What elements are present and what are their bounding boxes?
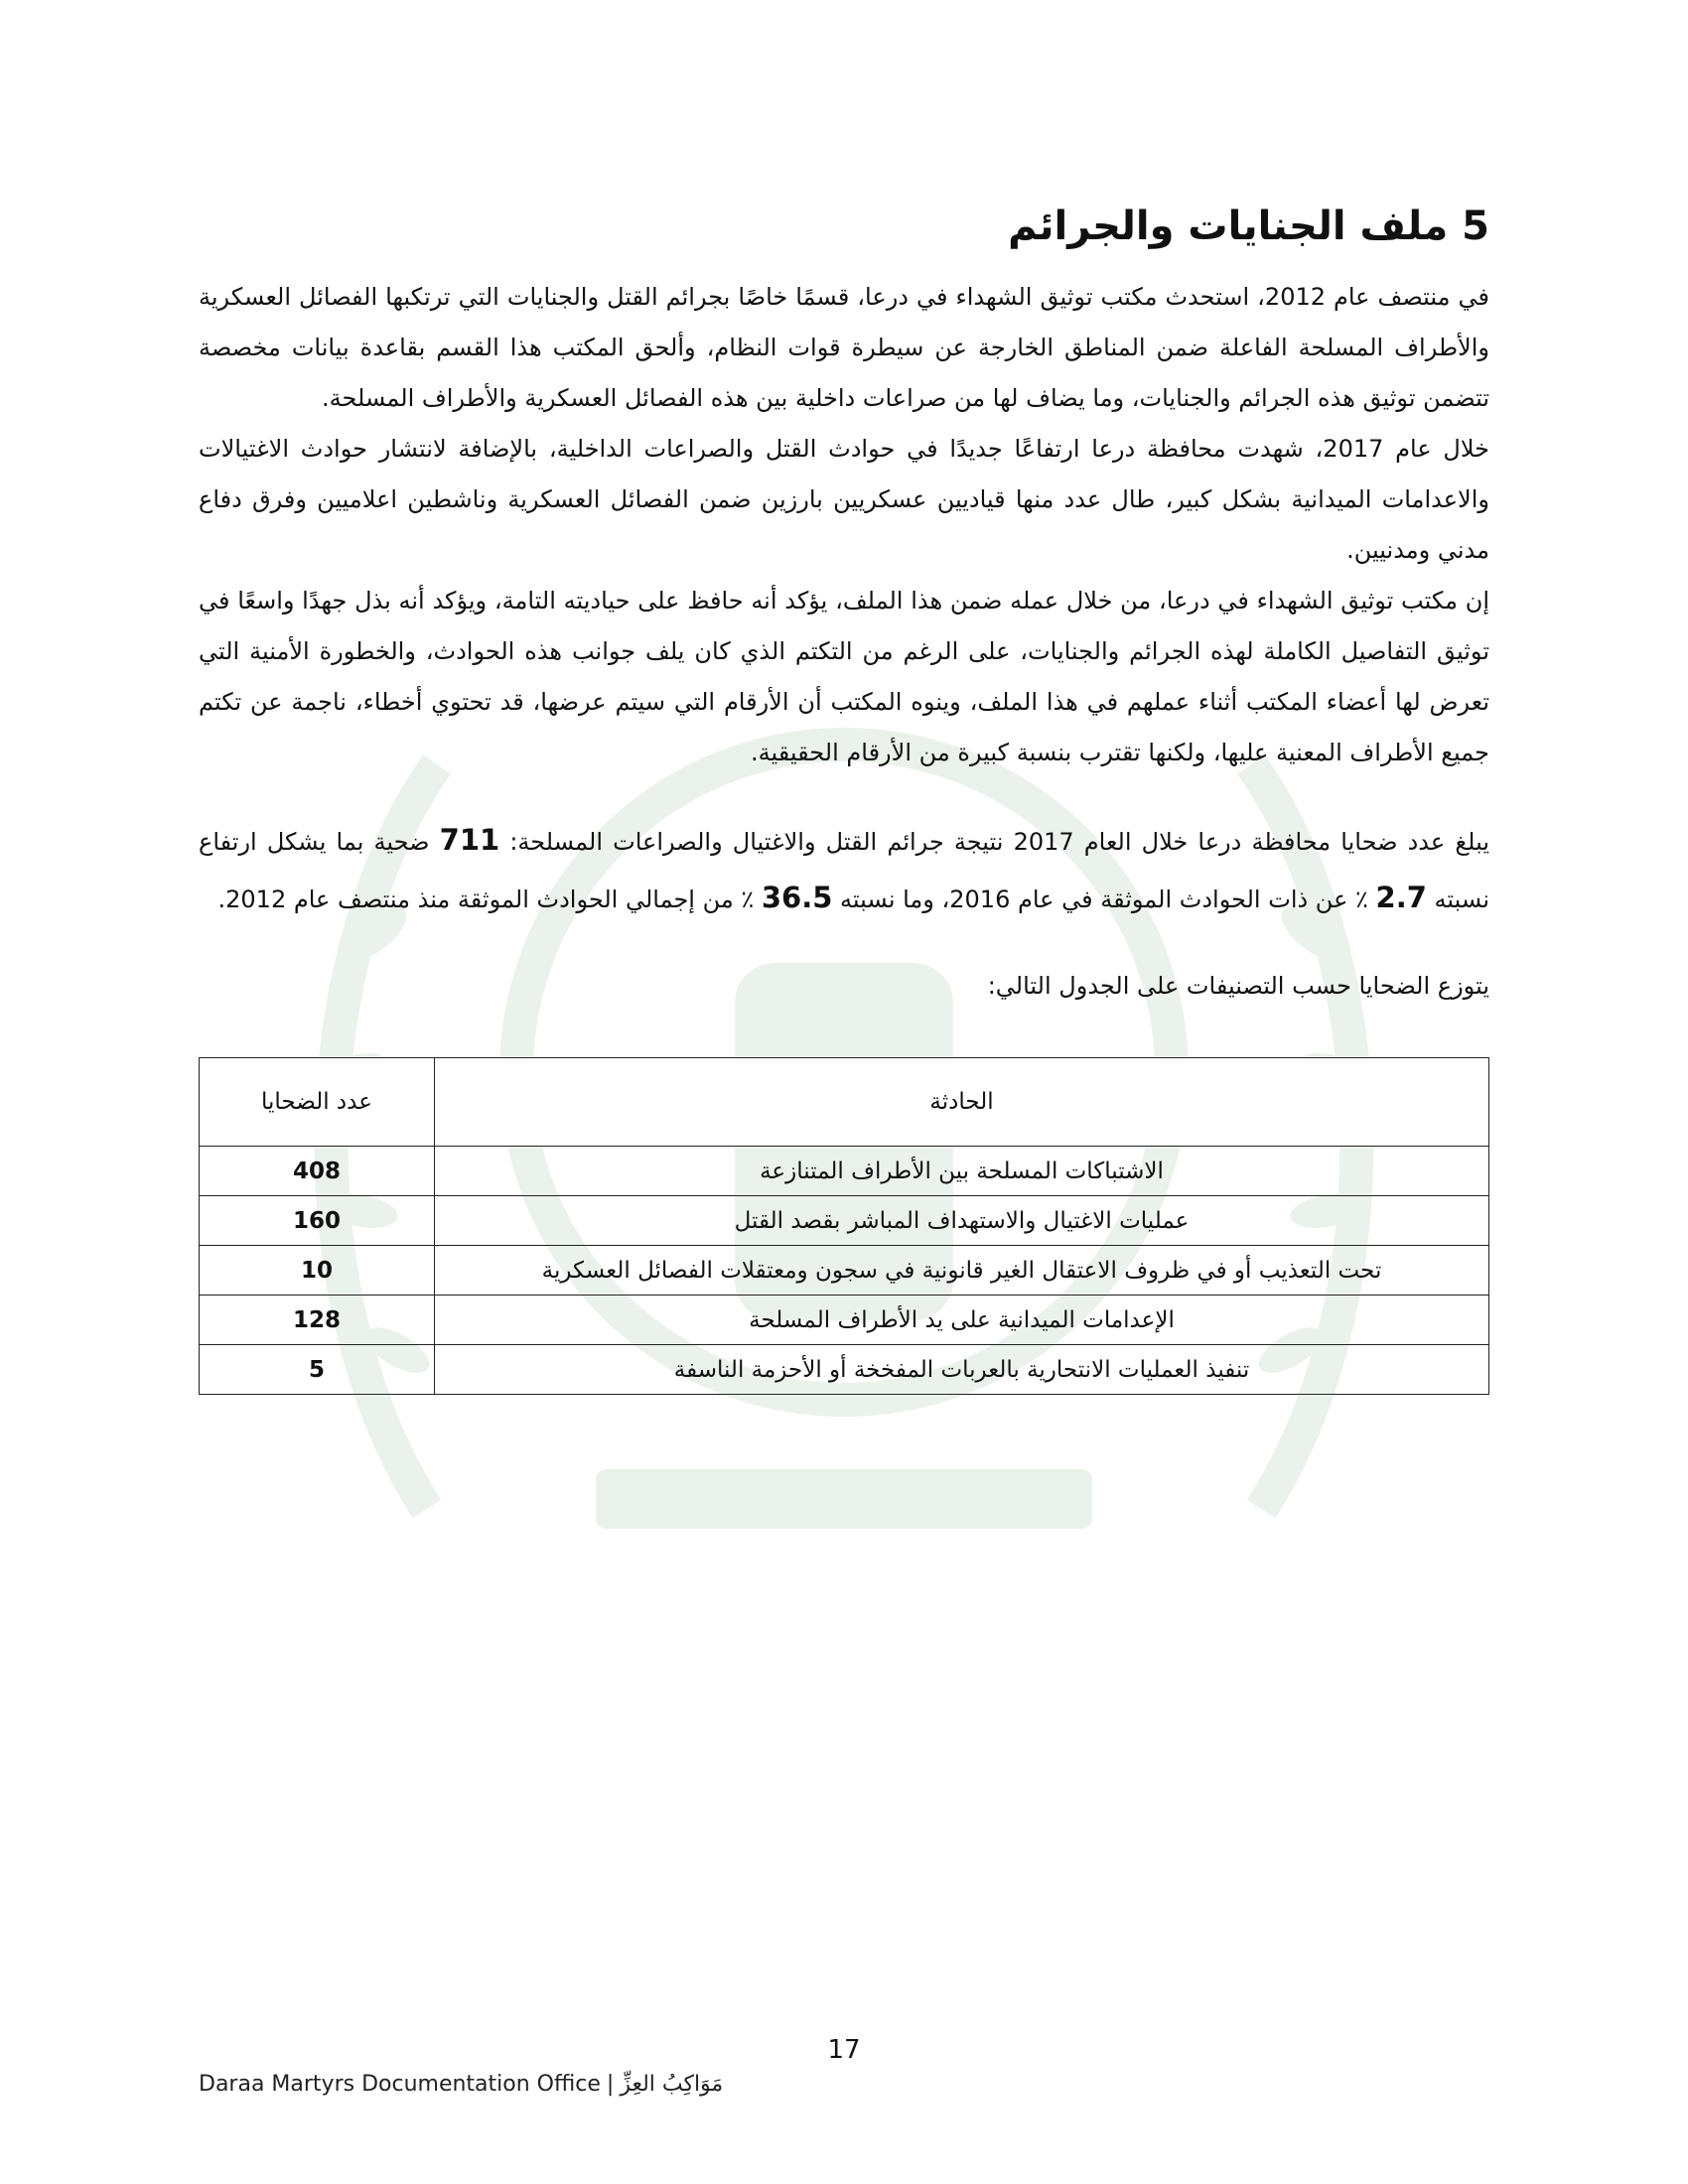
footer-arabic-logo: مَوَاكِبُ العِزِّ [620, 2072, 724, 2097]
row-count: 10 [200, 1246, 435, 1296]
row-incident: عمليات الاغتيال والاستهداف المباشر بقصد القتل [435, 1196, 1489, 1246]
row-incident: تنفيذ العمليات الانتحارية بالعربات المفخخة أو الأحزمة الناسفة [435, 1345, 1489, 1395]
stats-text-3: ٪ عن ذات الحوادث الموثقة في عام 2016، وما نسبته [832, 886, 1376, 913]
footer [199, 2072, 723, 2097]
increase-percent: 2.7 [1375, 881, 1427, 914]
footer-org-name: Daraa Martyrs Documentation Office [199, 2072, 601, 2097]
header-incident: الحادثة [435, 1058, 1489, 1147]
footer-separator: | [606, 2072, 615, 2097]
paragraph-office: إن مكتب توثيق الشهداء في درعا، من خلال عمله ضمن هذا الملف، يؤكد أنه حافظ على حياديته التامة، ويؤكد أنه بذل جهدًا واسعًا في توثيق التفاصيل الكاملة لهذه الجرائم والجنايات، على الرغم من التكتم الذي كان يلف جوانب هذه الحوادث، والخطورة الأمنية التي تعرض لها أعضاء المكتب أثناء عملهم في هذا الملف، وينوه المكتب أن الأرقام التي سيتم عرضها، قد تحتوي أخطاء، ناجمة عن تكتم جميع الأطراف المعنية عليها، ولكنها تقترب بنسبة كبيرة من الأرقام الحقيقية. [199, 587, 1489, 766]
document-page [199, 199, 1489, 1395]
share-percent: 36.5 [761, 881, 833, 914]
table-row [200, 1147, 1489, 1196]
paragraph-intro: في منتصف عام 2012، استحدث مكتب توثيق الشهداء في درعا، قسمًا خاصًا بجرائم القتل والجنايات التي ترتكبها الفصائل العسكرية والأطراف المسلحة الفاعلة ضمن المناطق الخارجة عن سيطرة قوات النظام، وألحق المكتب هذا القسم بقاعدة بيانات مخصصة تتضمن توثيق هذه الجرائم والجنايات، وما يضاف لها من صراعات داخلية بين هذه الفصائل العسكرية والأطراف المسلحة. [199, 283, 1490, 412]
row-incident: الاشتباكات المسلحة بين الأطراف المتنازعة [435, 1147, 1489, 1196]
victims-total: 711 [439, 823, 500, 857]
row-count: 408 [200, 1147, 435, 1196]
table-header-row [200, 1058, 1489, 1147]
row-count: 160 [200, 1196, 435, 1246]
row-incident: تحت التعذيب أو في ظروف الاعتقال الغير قانونية في سجون ومعتقلات الفصائل العسكرية [435, 1246, 1489, 1296]
table-row [200, 1296, 1489, 1345]
row-count: 128 [200, 1296, 435, 1345]
row-incident: الإعدامات الميدانية على يد الأطراف المسلحة [435, 1296, 1489, 1345]
table-row [200, 1246, 1489, 1296]
stats-text-1: يبلغ عدد ضحايا محافظة درعا خلال العام 2017 نتيجة جرائم القتل والاغتيال والصراعات المسلحة: [499, 828, 1489, 856]
row-count: 5 [200, 1345, 435, 1395]
stats-paragraph [199, 812, 1489, 927]
table-intro: يتوزع الضحايا حسب التصنيفات على الجدول التالي: [987, 972, 1489, 1000]
table-row [200, 1196, 1489, 1246]
section-title: 5 ملف الجنايات والجرائم [1008, 204, 1489, 249]
victims-table [199, 1057, 1489, 1395]
paragraph-2017: خلال عام 2017، شهدت محافظة درعا ارتفاعًا جديدًا في حوادث القتل والصراعات الداخلية، بالإضافة لانتشار حوادث الاغتيالات والاعدامات الميدانية بشكل كبير، طال عدد منها قياديين عسكريين بارزين ضمن الفصائل العسكرية وناشطين اعلاميين وفرق دفاع مدني ومدنيين. [199, 435, 1489, 564]
table-row [200, 1345, 1489, 1395]
stats-text-4: ٪ من إجمالي الحوادث الموثقة منذ منتصف عام 2012. [217, 886, 762, 913]
page-number: 17 [827, 2035, 861, 2065]
header-count: عدد الضحايا [200, 1058, 435, 1147]
stats-text-2: ضحية بما يشكل ارتفاع نسبته [199, 828, 1489, 913]
